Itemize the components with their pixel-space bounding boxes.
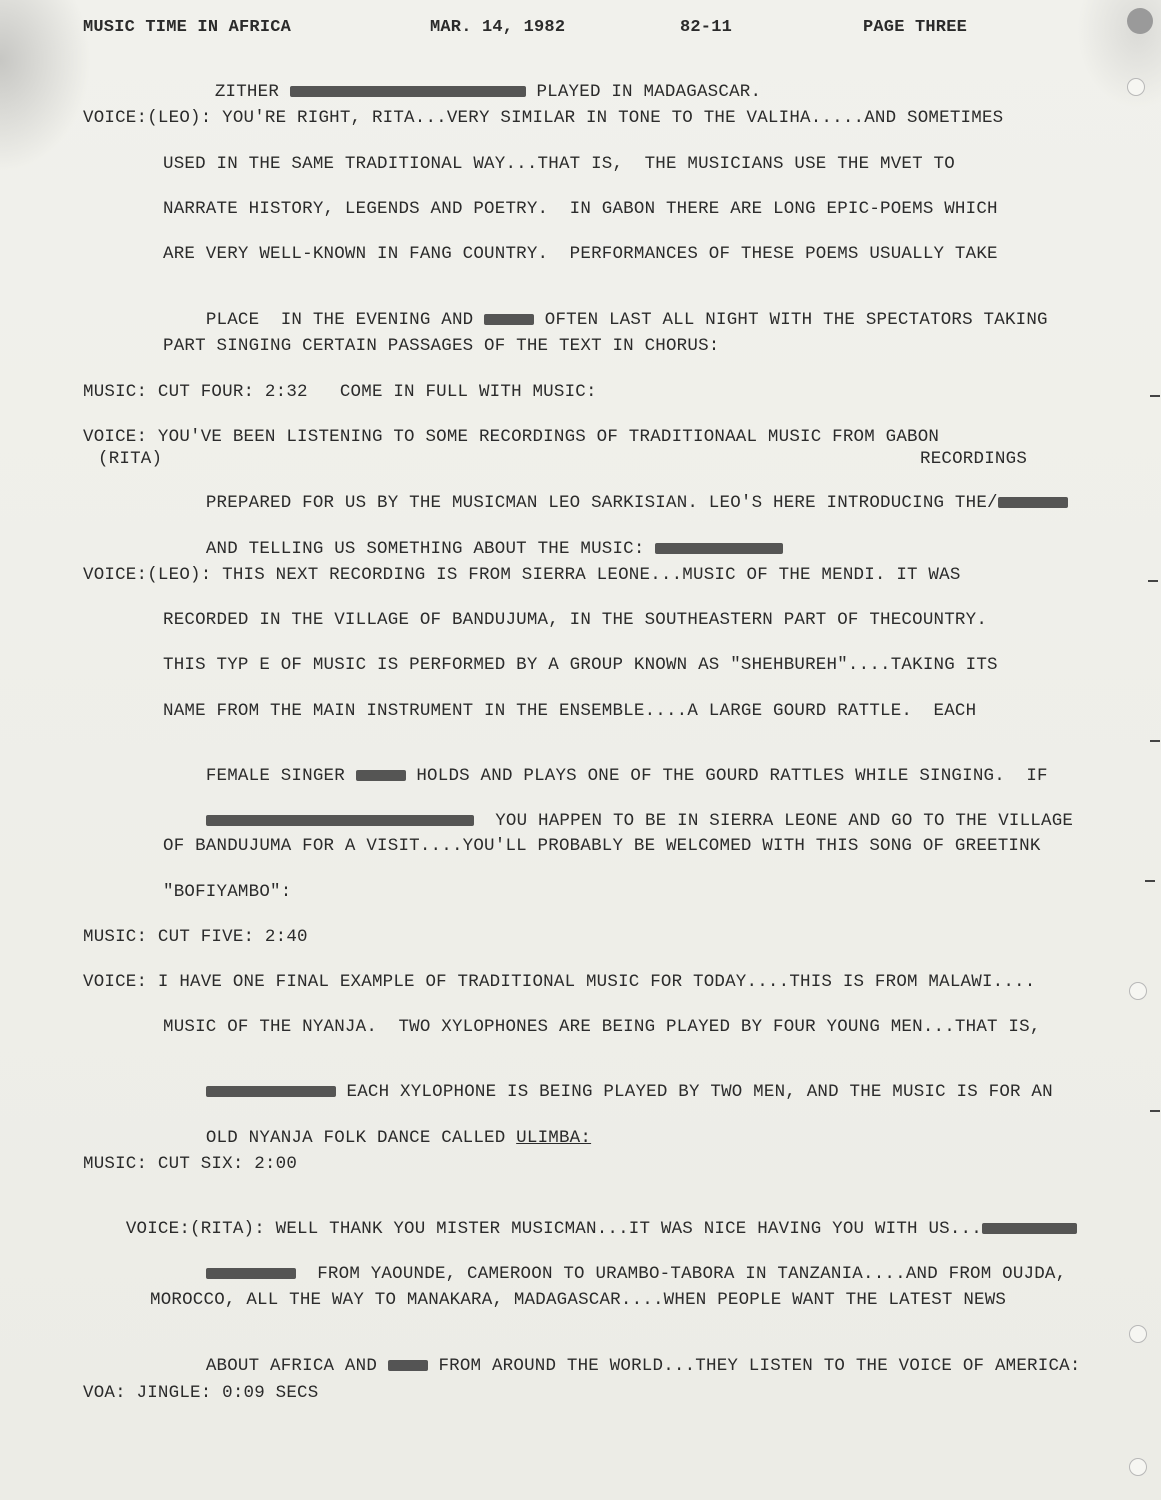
dance-name: ULIMBA: <box>516 1128 592 1148</box>
page-number: PAGE THREE <box>863 18 968 37</box>
script-line: VOICE:(LEO): THIS NEXT RECORDING IS FROM SIERRA LEONE...MUSIC OF THE MENDI. IT WAS <box>83 565 961 585</box>
script-line: "BOFIYAMBO": <box>163 882 292 902</box>
script-text: ABOUT AFRICA AND <box>205 1356 378 1376</box>
binder-hole-upper <box>1127 78 1145 96</box>
script-line: NARRATE HISTORY, LEGENDS AND POETRY. IN GABON THERE ARE LONG EPIC-POEMS WHICH <box>163 199 998 219</box>
redaction-mark <box>206 815 474 826</box>
script-line: USED IN THE SAME TRADITIONAL WAY...THAT IS, THE MUSICIANS USE THE MVET TO <box>163 154 955 174</box>
edge-mark <box>1148 580 1158 582</box>
script-text: VOICE:(RITA): WELL THANK YOU MISTER MUSICMAN...IT WAS NICE HAVING YOU WITH US... <box>125 1219 982 1239</box>
redaction-mark <box>982 1223 1077 1234</box>
script-line: MUSIC OF THE NYANJA. TWO XYLOPHONES ARE BEING PLAYED BY FOUR YOUNG MEN...THAT IS, <box>163 1017 1041 1037</box>
redaction-mark <box>388 1360 428 1371</box>
jingle-cue: VOA: JINGLE: 0:09 SECS <box>83 1383 319 1403</box>
redaction-mark <box>484 314 534 325</box>
script-text: PLACE IN THE EVENING AND <box>205 310 474 330</box>
script-text: OLD NYANJA FOLK DANCE CALLED <box>205 1128 506 1148</box>
script-text: HOLDS AND PLAYS ONE OF THE GOURD RATTLES WHILE SINGING. IF <box>416 766 1048 786</box>
redaction-mark <box>290 86 526 97</box>
redaction-mark <box>356 770 406 781</box>
broadcast-date: MAR. 14, 1982 <box>430 18 566 37</box>
binder-hole-lower <box>1129 1325 1147 1343</box>
redaction-mark <box>998 497 1068 508</box>
script-text: YOU HAPPEN TO BE IN SIERRA LEONE AND GO TO THE VILLAGE <box>495 811 1074 831</box>
edge-mark <box>1150 1110 1160 1112</box>
program-number: 82-11 <box>680 18 733 37</box>
script-text: OFTEN LAST ALL NIGHT WITH THE SPECTATORS TAKING <box>544 310 1048 330</box>
script-text: PREPARED FOR US BY THE MUSICMAN LEO SARKISIAN. LEO'S HERE INTRODUCING THE/ <box>205 493 998 513</box>
handwritten-insertion: RECORDINGS <box>920 449 1028 469</box>
script-line: MOROCCO, ALL THE WAY TO MANAKARA, MADAGASCAR....WHEN PEOPLE WANT THE LATEST NEWS <box>150 1290 1007 1310</box>
program-title: MUSIC TIME IN AFRICA <box>83 18 292 37</box>
script-text: EACH XYLOPHONE IS BEING PLAYED BY TWO MEN, AND THE MUSIC IS FOR AN <box>346 1082 1053 1102</box>
script-text: FEMALE SINGER <box>205 766 345 786</box>
script-text: PLAYED IN MADAGASCAR. <box>536 82 762 102</box>
script-line: VOICE: YOU'VE BEEN LISTENING TO SOME RECORDINGS OF TRADITIONAAL MUSIC FROM GABON <box>83 427 940 447</box>
speaker-label: (RITA) <box>98 449 163 469</box>
script-line: THIS TYP E OF MUSIC IS PERFORMED BY A GROUP KNOWN AS "SHEHBUREH"....TAKING ITS <box>163 655 998 675</box>
script-text: FROM AROUND THE WORLD...THEY LISTEN TO THE VOICE OF AMERICA: <box>438 1356 1081 1376</box>
redaction-mark <box>206 1086 336 1097</box>
script-line: VOICE: I HAVE ONE FINAL EXAMPLE OF TRADITIONAL MUSIC FOR TODAY....THIS IS FROM MALAWI.... <box>83 972 1036 992</box>
script-line: VOICE:(LEO): YOU'RE RIGHT, RITA...VERY SIMILAR IN TONE TO THE VALIHA.....AND SOMETIMES <box>83 108 1004 128</box>
music-cue: MUSIC: CUT FOUR: 2:32 COME IN FULL WITH MUSIC: <box>83 382 597 402</box>
binder-hole-bottom <box>1129 1458 1147 1476</box>
binder-hole-middle <box>1129 982 1147 1000</box>
redaction-mark <box>655 543 783 554</box>
script-text: FROM YAOUNDE, CAMEROON TO URAMBO-TABORA IN TANZANIA....AND FROM OUJDA, <box>317 1264 1067 1284</box>
script-line: OF BANDUJUMA FOR A VISIT....YOU'LL PROBABLY BE WELCOMED WITH THIS SONG OF GREETINK <box>163 836 1041 856</box>
binder-hole-top <box>1127 8 1153 34</box>
script-line: RECORDED IN THE VILLAGE OF BANDUJUMA, IN THE SOUTHEASTERN PART OF THECOUNTRY. <box>163 610 988 630</box>
edge-mark <box>1150 395 1160 397</box>
script-text: AND TELLING US SOMETHING ABOUT THE MUSIC: <box>205 539 645 559</box>
script-text: ZITHER <box>214 82 280 102</box>
script-line: ARE VERY WELL-KNOWN IN FANG COUNTRY. PERFORMANCES OF THESE POEMS USUALLY TAKE <box>163 244 998 264</box>
script-line: NAME FROM THE MAIN INSTRUMENT IN THE ENSEMBLE....A LARGE GOURD RATTLE. EACH <box>163 701 977 721</box>
redaction-mark <box>206 1268 296 1279</box>
music-cue: MUSIC: CUT SIX: 2:00 <box>83 1154 298 1174</box>
edge-mark <box>1145 880 1155 882</box>
script-line: PART SINGING CERTAIN PASSAGES OF THE TEXT IN CHORUS: <box>163 336 720 356</box>
edge-mark <box>1150 740 1160 742</box>
music-cue: MUSIC: CUT FIVE: 2:40 <box>83 927 308 947</box>
